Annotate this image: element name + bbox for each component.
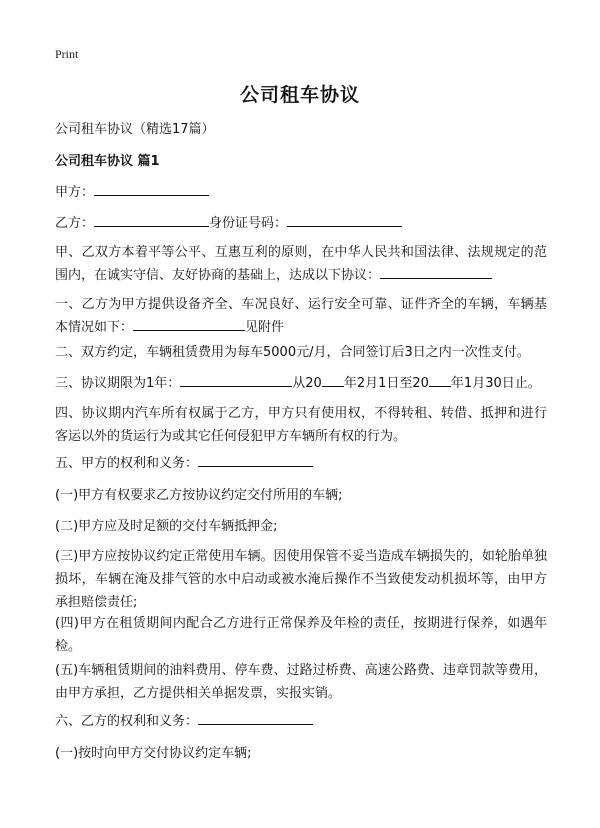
- clause-5-item-1: (一)甲方有权要求乙方按协议约定交付所用的车辆;: [55, 488, 343, 503]
- clause-5-item-5: (五)车辆租赁期间的油料费用、停车费、过路过桥费、高速公路费、违章罚款等费用，由甲方承担，乙方提供相关单据发票，实报实销。: [55, 663, 547, 701]
- clause-3-blank: [180, 372, 292, 387]
- clause-5-text: 五、甲方的权利和义务：: [55, 456, 199, 471]
- id-blank: [287, 212, 402, 227]
- clause-1-blank: [133, 316, 245, 331]
- party-b-line: [55, 212, 547, 235]
- clause-6-blank: [198, 710, 313, 725]
- party-a-blank: [94, 181, 209, 196]
- clause-1: [55, 293, 547, 339]
- section-heading: 公司租车协议 篇1: [55, 154, 160, 169]
- clause-3-end: 年1月30日止。: [450, 376, 541, 391]
- year-blank-1: [322, 372, 344, 387]
- intro-paragraph: [55, 241, 547, 287]
- clause-6-item-1: (一)按时向甲方交付协议约定车辆;: [55, 746, 252, 761]
- clause-1-text: 一、乙方为甲方提供设备齐全、车况良好、运行安全可靠、证件齐全的车辆，车辆基本情况如下：: [55, 297, 547, 335]
- id-label: 身份证号码：: [209, 216, 288, 231]
- year-blank-2: [429, 372, 451, 387]
- party-b-blank: [94, 212, 209, 227]
- clause-5-item-2: (二)甲方应及时足额的交付车辆抵押金;: [55, 519, 278, 534]
- party-a-line: [55, 181, 547, 204]
- clause-6: [55, 710, 547, 733]
- clause-6-text: 六、乙方的权利和义务：: [55, 714, 199, 729]
- clause-1-suffix: 见附件: [245, 320, 285, 335]
- party-a-label: 甲方：: [55, 185, 95, 200]
- print-link[interactable]: Print: [55, 47, 79, 61]
- clause-4: 四、协议期内汽车所有权属于乙方，甲方只有使用权，不得转租、转借、抵押和进行客运以外的货运行为或其它任何侵犯甲方车辆所有权的行为。: [55, 406, 547, 444]
- clause-5: [55, 452, 547, 475]
- clause-5-item-3: (三)甲方应按协议约定正常使用车辆。因使用保管不妥当造成车辆损失的，如轮胎单独损坏，车辆在淹及排气管的水中启动或被水淹后操作不当致使发动机损坏等，由甲方承担赔偿责任;: [55, 549, 547, 610]
- clause-2: 二、双方约定，车辆租赁费用为每车5000元/月，合同签订后3日之内一次性支付。: [55, 345, 530, 360]
- intro-blank: [380, 264, 492, 279]
- clause-5-item-4: (四)甲方在租赁期间内配合乙方进行正常保养及年检的责任，按期进行保养，如遇年检。: [55, 616, 547, 654]
- clause-3-to: 年2月1日至20: [343, 376, 429, 391]
- clause-3-from: 从20: [292, 376, 322, 391]
- clause-5-blank: [198, 452, 313, 467]
- intro-text: 甲、乙双方本着平等公平、互惠互利的原则，在中华人民共和国法律、法规规定的范围内，在诚实守信、友好协商的基础上，达成以下协议：: [55, 245, 547, 283]
- party-b-label: 乙方：: [55, 216, 95, 231]
- clause-3-text: 三、协议期限为1年：: [55, 376, 181, 391]
- clause-3: [55, 372, 547, 395]
- document-title: 公司租车协议: [239, 84, 360, 106]
- subtitle: 公司租车协议（精选17篇）: [55, 122, 215, 137]
